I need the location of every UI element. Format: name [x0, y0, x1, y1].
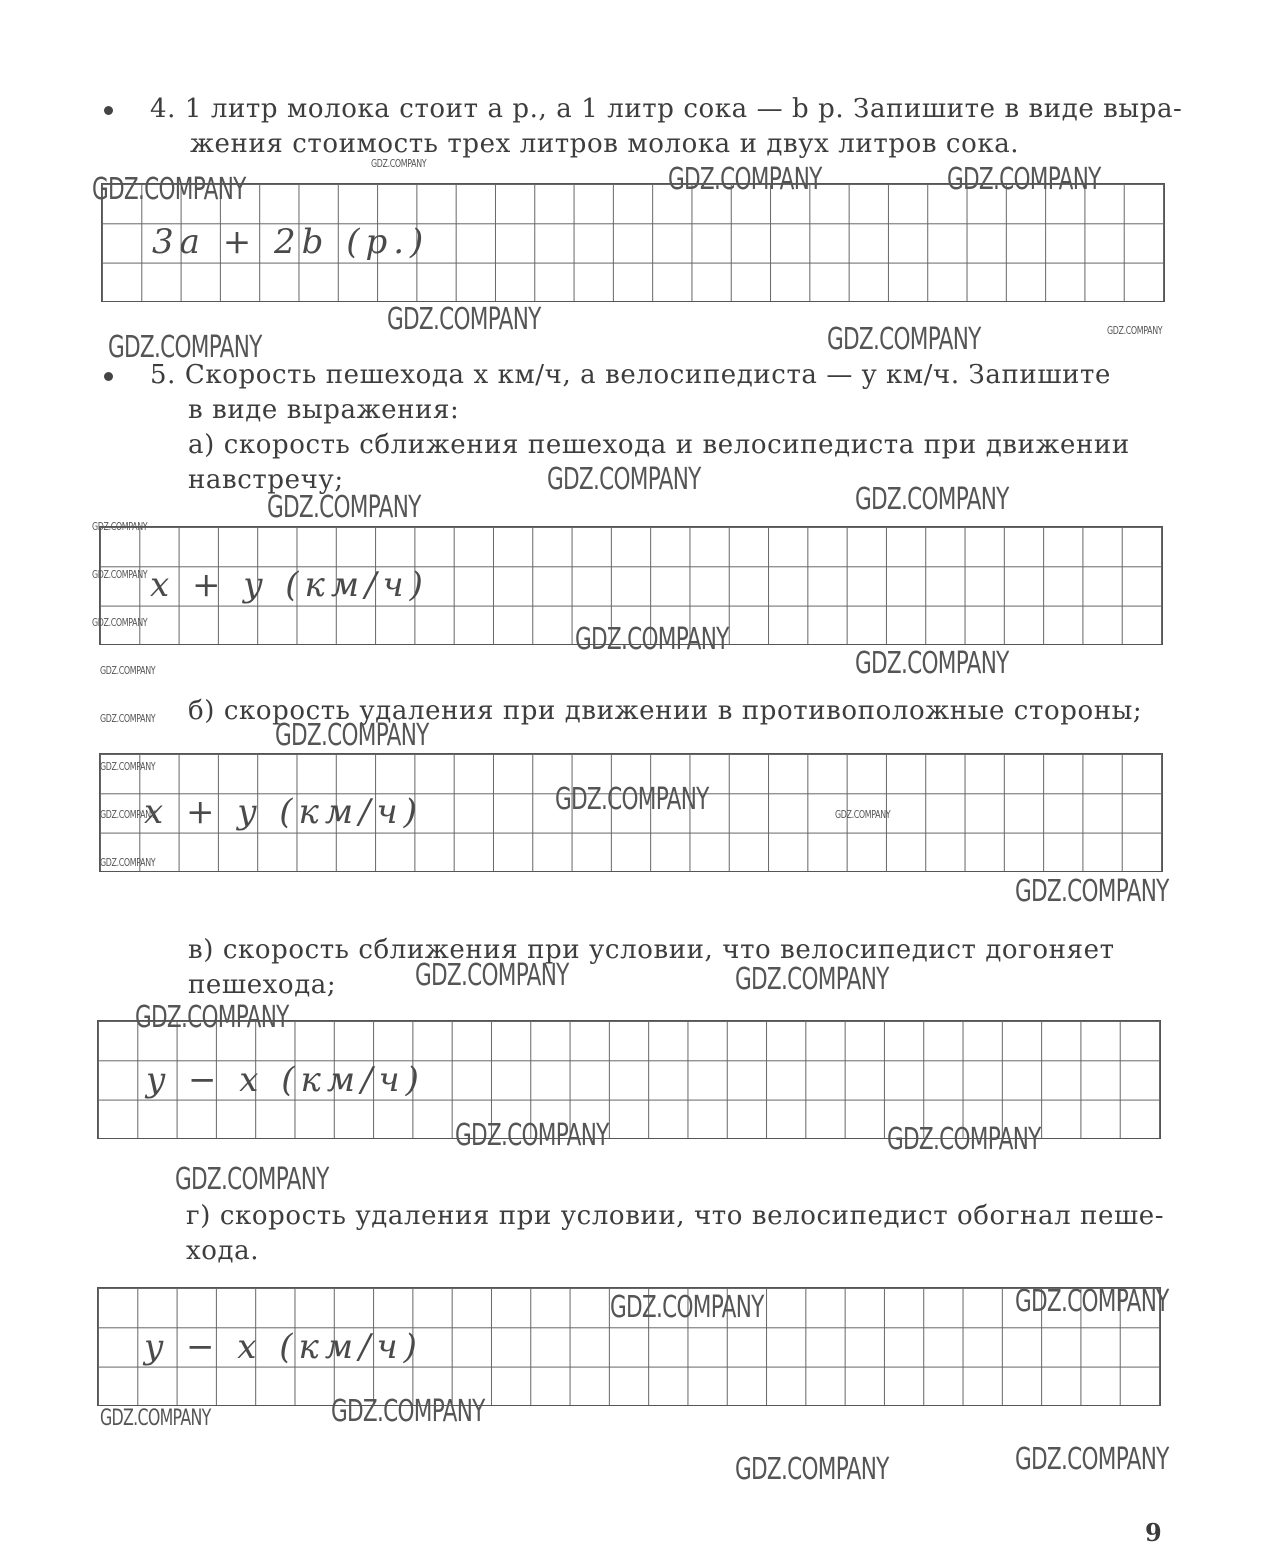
- watermark: GDZ.COMPANY: [92, 172, 246, 207]
- task5b-answer: x + y (км/ч): [144, 792, 423, 832]
- task5g-text-line1: г) скорость удаления при условии, что велосипедист обогнал пеше-: [186, 1201, 1165, 1231]
- watermark: GDZ.COMPANY: [547, 462, 701, 497]
- task5g-answer: y − x (км/ч): [144, 1327, 423, 1367]
- watermark: GDZ.COMPANY: [1107, 324, 1163, 337]
- watermark: GDZ.COMPANY: [947, 162, 1101, 197]
- task5-text-line1: 5. Скорость пешехода x км/ч, а велосипедиста — y км/ч. Запишите: [150, 360, 1111, 390]
- watermark: GDZ.COMPANY: [100, 712, 156, 725]
- watermark: GDZ.COMPANY: [100, 1406, 211, 1431]
- watermark: GDZ.COMPANY: [455, 1118, 609, 1153]
- watermark: GDZ.COMPANY: [415, 958, 569, 993]
- task5v-answer: y − x (км/ч): [146, 1060, 425, 1100]
- watermark: GDZ.COMPANY: [100, 760, 156, 773]
- watermark: GDZ.COMPANY: [735, 962, 889, 997]
- watermark: GDZ.COMPANY: [1015, 1442, 1169, 1477]
- task5a-text-line1: а) скорость сближения пешехода и велосипедиста при движении: [188, 430, 1130, 460]
- watermark: GDZ.COMPANY: [275, 718, 429, 753]
- watermark: GDZ.COMPANY: [855, 646, 1009, 681]
- watermark: GDZ.COMPANY: [100, 664, 156, 677]
- watermark: GDZ.COMPANY: [371, 157, 427, 170]
- watermark: GDZ.COMPANY: [855, 482, 1009, 517]
- watermark: GDZ.COMPANY: [267, 490, 421, 525]
- watermark: GDZ.COMPANY: [668, 162, 822, 197]
- task5b-text-line1: б) скорость удаления при движении в противоположные стороны;: [188, 696, 1143, 726]
- watermark: GDZ.COMPANY: [827, 322, 981, 357]
- task5v-text-line2: пешехода;: [188, 970, 337, 1000]
- task5g-text-line2: хода.: [186, 1236, 260, 1266]
- watermark: GDZ.COMPANY: [175, 1162, 329, 1197]
- watermark: GDZ.COMPANY: [835, 808, 891, 821]
- watermark: GDZ.COMPANY: [108, 330, 262, 365]
- task5a-text-line2: навстречу;: [188, 465, 344, 495]
- task5a-answer: x + y (км/ч): [150, 565, 429, 605]
- watermark: GDZ.COMPANY: [735, 1452, 889, 1487]
- watermark: GDZ.COMPANY: [100, 856, 156, 869]
- watermark: GDZ.COMPANY: [1015, 874, 1169, 909]
- watermark: GDZ.COMPANY: [331, 1394, 485, 1429]
- watermark: GDZ.COMPANY: [1015, 1284, 1169, 1319]
- task4-text-line2: жения стоимость трех литров молока и двух литров сока.: [190, 129, 1020, 159]
- watermark: GDZ.COMPANY: [387, 302, 541, 337]
- watermark: GDZ.COMPANY: [135, 1000, 289, 1035]
- watermark: GDZ.COMPANY: [92, 520, 148, 533]
- watermark: GDZ.COMPANY: [555, 782, 709, 817]
- watermark: GDZ.COMPANY: [92, 568, 148, 581]
- page-number: 9: [1145, 1518, 1162, 1547]
- task5-text-line2: в виде выражения:: [188, 395, 460, 425]
- watermark: GDZ.COMPANY: [887, 1122, 1041, 1157]
- task5-bullet: [104, 372, 113, 381]
- watermark: GDZ.COMPANY: [610, 1290, 764, 1325]
- task4-answer: 3a + 2b (р.): [152, 222, 430, 262]
- watermark: GDZ.COMPANY: [100, 808, 156, 821]
- watermark: GDZ.COMPANY: [92, 616, 148, 629]
- watermark: GDZ.COMPANY: [575, 622, 729, 657]
- task5v-text-line1: в) скорость сближения при условии, что велосипедист догоняет: [188, 935, 1115, 965]
- task4-text-line1: 4. 1 литр молока стоит a р., а 1 литр сока — b р. Запишите в виде выра-: [150, 94, 1183, 124]
- task4-bullet: [104, 106, 113, 115]
